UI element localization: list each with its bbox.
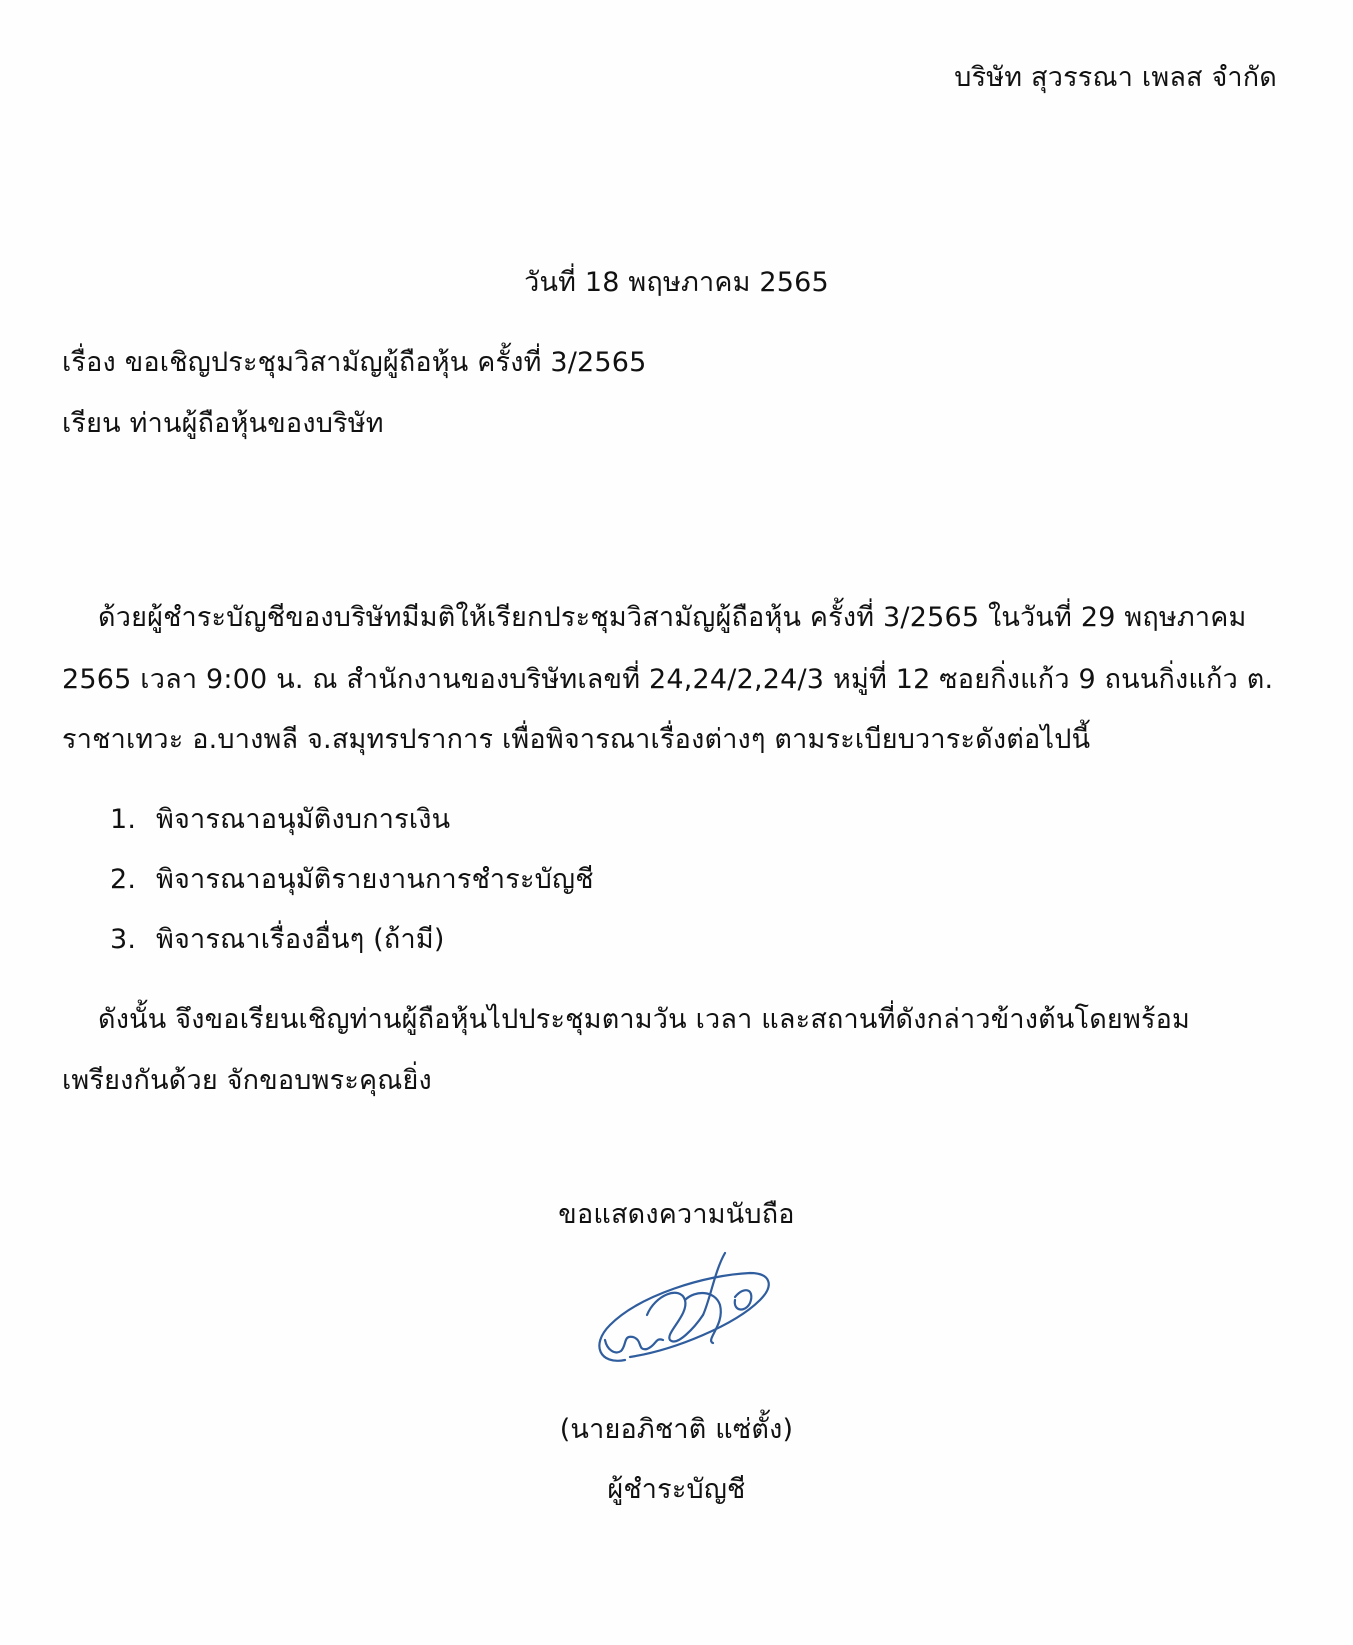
letter-date: วันที่ 18 พฤษภาคม 2565 [524, 267, 829, 298]
agenda-number: 1. [110, 804, 137, 835]
agenda-item [110, 920, 445, 960]
agenda-text: พิจารณาเรื่องอื่นๆ (ถ้ามี) [156, 924, 445, 955]
conclusion-line: ดังนั้น จึงขอเรียนเชิญท่านผู้ถือหุ้นไปประชุมตามวัน เวลา และสถานที่ดังกล่าวข้างต้นโดยพร้อม [98, 1004, 1191, 1035]
agenda-text: พิจารณาอนุมัติรายงานการชำระบัญชี [156, 864, 594, 895]
agenda-item [110, 800, 450, 840]
agenda-text: พิจารณาอนุมัติงบการเงิน [156, 804, 451, 835]
body-line: ราชาเทวะ อ.บางพลี จ.สมุทรปราการ เพื่อพิจารณาเรื่องต่างๆ ตามระเบียบวาระดังต่อไปนี้ [62, 724, 1091, 755]
agenda-item [110, 860, 594, 900]
conclusion-line: เพรียงกันด้วย จักขอบพระคุณยิ่ง [62, 1065, 432, 1096]
signatory-name: (นายอภิชาติ แซ่ตั้ง) [559, 1414, 794, 1445]
signature-image [585, 1245, 785, 1375]
closing-phrase: ขอแสดงความนับถือ [558, 1199, 795, 1230]
company-name: บริษัท สุวรรณา เพลส จำกัด [954, 62, 1277, 93]
agenda-number: 2. [110, 864, 137, 895]
body-line: ด้วยผู้ชำระบัญชีของบริษัทมีมติให้เรียกประชุมวิสามัญผู้ถือหุ้น ครั้งที่ 3/2565 ในวันที่ 29 พฤษภาคม [98, 602, 1247, 633]
signatory-position: ผู้ชำระบัญชี [607, 1474, 746, 1505]
agenda-number: 3. [110, 924, 137, 955]
letter-recipient: เรียน ท่านผู้ถือหุ้นของบริษัท [62, 408, 384, 439]
letter-subject: เรื่อง ขอเชิญประชุมวิสามัญผู้ถือหุ้น ครั้งที่ 3/2565 [62, 347, 647, 378]
body-line: 2565 เวลา 9:00 น. ณ สำนักงานของบริษัทเลขที่ 24,24/2,24/3 หมู่ที่ 12 ซอยกิ่งแก้ว 9 ถนนกิ่งแก้ว ต. [62, 664, 1274, 695]
